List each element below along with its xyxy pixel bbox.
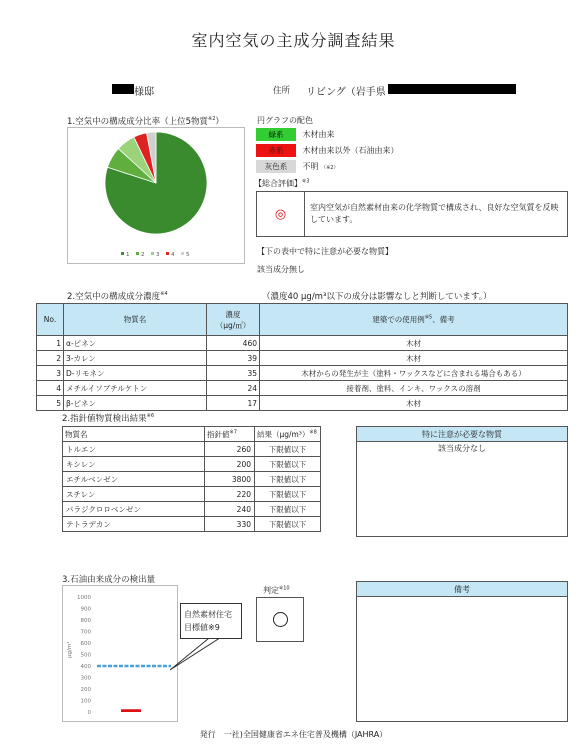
page-title: 室内空気の主成分調査結果 bbox=[191, 31, 396, 50]
guideline-row bbox=[63, 487, 321, 502]
col-result: 結果$(\mu g/m^3)^{※8}$ bbox=[255, 427, 321, 442]
row-substance: テトラデカン bbox=[63, 517, 205, 532]
pie-legend-label: 3 bbox=[156, 252, 160, 258]
concentration-table bbox=[36, 303, 568, 411]
attention-value: 該当成分なし bbox=[438, 444, 486, 453]
attention-box bbox=[356, 426, 568, 537]
section3-heading: 3.石油由来成分の検出量 bbox=[62, 575, 156, 585]
evaluation-symbol-cell bbox=[257, 192, 305, 236]
guideline-row bbox=[63, 442, 321, 457]
section1-heading: 1.空気中の構成成分比率（上位5物質$^{※2}$） bbox=[67, 116, 224, 127]
guideline-row bbox=[63, 472, 321, 487]
guideline-row bbox=[63, 502, 321, 517]
pie-legend-label: 5 bbox=[186, 252, 190, 258]
row-result: 下限値以下 bbox=[255, 517, 321, 532]
col-no: No. bbox=[37, 304, 64, 336]
row-name: β-ピネン bbox=[64, 396, 207, 411]
gray-text: 不明 bbox=[302, 162, 319, 171]
y-tick-label: 800 bbox=[80, 618, 91, 624]
concentration-row bbox=[37, 336, 568, 351]
guideline-row bbox=[63, 517, 321, 532]
y-tick-label: 500 bbox=[80, 652, 91, 659]
row-name: α-ピネン bbox=[64, 336, 207, 351]
pie-legend-label: 2 bbox=[141, 252, 145, 258]
section2-heading: 2.空気中の構成成分濃度$^{※4}$ bbox=[67, 291, 168, 302]
remarks-heading: 備考 bbox=[357, 582, 567, 597]
concentration-row bbox=[37, 381, 568, 396]
y-tick-label: 600 bbox=[80, 641, 91, 647]
gray-swatch: 灰色系 bbox=[256, 160, 296, 173]
gray-note: （※2） bbox=[321, 165, 339, 171]
y-tick-label: 300 bbox=[80, 675, 91, 682]
double-circle-icon: ◎ bbox=[274, 206, 287, 222]
green-text: 木材由来 bbox=[302, 130, 335, 139]
col-guide: 指針値$^{※7}$ bbox=[205, 427, 255, 442]
pie-legend-row-green bbox=[256, 128, 560, 142]
judgement-label: 判定$^{※10}$ bbox=[263, 585, 290, 595]
pie-legend-row-red bbox=[256, 144, 560, 158]
col-name: 物質名 bbox=[64, 304, 207, 336]
row-no: 5 bbox=[37, 396, 64, 411]
row-guide: 330 bbox=[205, 517, 255, 532]
callout-line-1: 自然素材住宅 bbox=[184, 610, 232, 619]
redacted-address bbox=[388, 84, 516, 94]
evaluation-box bbox=[256, 191, 568, 237]
evaluation-text: 室内空気が自然素材由来の化学物質で構成され、良好な空気質を反映しています。 bbox=[310, 203, 559, 224]
row-name: 3-カレン bbox=[64, 351, 207, 366]
pie-chart bbox=[68, 128, 244, 263]
guideline-table bbox=[62, 426, 321, 532]
row-substance: キシレン bbox=[63, 457, 205, 472]
col-substance: 物質名 bbox=[63, 427, 205, 442]
pie-chart-box bbox=[67, 127, 245, 264]
pie-legend-swatch bbox=[166, 252, 169, 255]
pie-legend-swatch bbox=[121, 252, 124, 255]
pie-legend-swatch bbox=[181, 252, 184, 255]
row-result: 下限値以下 bbox=[255, 442, 321, 457]
col-use: 建築での使用例$^{※5}$、備考 bbox=[260, 304, 568, 336]
callout-line-2: 目標値※9 bbox=[184, 623, 220, 632]
redacted-client-name bbox=[112, 84, 134, 94]
row-result: 下限値以下 bbox=[255, 472, 321, 487]
remarks-box bbox=[356, 581, 568, 722]
y-tick-label: 0 bbox=[87, 710, 91, 716]
row-name: D-リモネン bbox=[64, 366, 207, 381]
section2b-heading: 2.指針値物質検出結果$^{※6}$ bbox=[62, 413, 154, 424]
row-conc: 24 bbox=[207, 381, 260, 396]
row-conc: 17 bbox=[207, 396, 260, 411]
concentration-row bbox=[37, 396, 568, 411]
petroleum-bar bbox=[121, 709, 141, 712]
col-conc: 濃度 （μg/㎥） bbox=[207, 304, 260, 336]
green-swatch: 緑系 bbox=[256, 128, 296, 141]
row-no: 2 bbox=[37, 351, 64, 366]
client-suffix: 様邸 bbox=[134, 87, 154, 98]
y-tick-label: 400 bbox=[80, 664, 91, 670]
row-conc: 460 bbox=[207, 336, 260, 351]
y-tick-label: 200 bbox=[80, 687, 91, 693]
row-use: 木材からの発生が主（塗料・ワックスなどに含まれる場合もある） bbox=[260, 366, 568, 381]
red-text: 木材由来以外（石油由来） bbox=[302, 146, 399, 155]
bar-chart bbox=[63, 586, 177, 721]
row-guide: 220 bbox=[205, 487, 255, 502]
footer-publisher: 発行 一社)全国健康省エネ住宅普及機構（JAHRA） bbox=[199, 730, 388, 739]
pie-legend-swatch bbox=[151, 252, 154, 255]
row-substance: エチルベンゼン bbox=[63, 472, 205, 487]
caution-value: 該当成分無し bbox=[257, 265, 305, 274]
row-result: 下限値以下 bbox=[255, 487, 321, 502]
concentration-header-row bbox=[37, 304, 568, 336]
target-callout bbox=[180, 603, 242, 639]
row-substance: パラジクロロベンゼン bbox=[63, 502, 205, 517]
row-no: 1 bbox=[37, 336, 64, 351]
row-use: 接着剤、塗料、インキ、ワックスの溶剤 bbox=[260, 381, 568, 396]
y-tick-label: 1000 bbox=[77, 595, 91, 601]
row-use: 木材 bbox=[260, 351, 568, 366]
row-guide: 240 bbox=[205, 502, 255, 517]
row-conc: 35 bbox=[207, 366, 260, 381]
row-no: 3 bbox=[37, 366, 64, 381]
concentration-row bbox=[37, 366, 568, 381]
red-swatch: 赤系 bbox=[256, 144, 296, 157]
pie-legend-label: 1 bbox=[126, 252, 130, 258]
pie-legend-swatch bbox=[136, 252, 139, 255]
y-axis-label: μg/m³ bbox=[67, 641, 73, 658]
row-result: 下限値以下 bbox=[255, 457, 321, 472]
row-use: 木材 bbox=[260, 336, 568, 351]
row-use: 木材 bbox=[260, 396, 568, 411]
row-conc: 39 bbox=[207, 351, 260, 366]
section2-note: （濃度40 μg/m³以下の成分は影響なしと判断しています。） bbox=[262, 292, 492, 302]
bar-chart-box bbox=[62, 585, 178, 722]
attention-heading: 特に注意が必要な物質 bbox=[357, 427, 567, 442]
judgement-box bbox=[256, 597, 304, 642]
circle-icon bbox=[273, 612, 288, 627]
pie-legend-label: 4 bbox=[171, 252, 175, 258]
y-tick-label: 100 bbox=[80, 698, 91, 705]
y-tick-label: 700 bbox=[80, 629, 91, 636]
caution-heading: 【下の表中で特に注意が必要な物質】 bbox=[257, 247, 393, 256]
row-guide: 200 bbox=[205, 457, 255, 472]
concentration-row bbox=[37, 351, 568, 366]
row-substance: トルエン bbox=[63, 442, 205, 457]
pie-legend-row-gray bbox=[256, 160, 560, 174]
row-no: 4 bbox=[37, 381, 64, 396]
row-result: 下限値以下 bbox=[255, 502, 321, 517]
address-label: 住所 bbox=[273, 86, 291, 96]
guideline-header-row bbox=[63, 427, 321, 442]
y-tick-label: 900 bbox=[80, 606, 91, 613]
row-guide: 260 bbox=[205, 442, 255, 457]
address-value: リビング（岩手県 bbox=[306, 87, 386, 98]
row-name: メチルイソブチルケトン bbox=[64, 381, 207, 396]
row-substance: スチレン bbox=[63, 487, 205, 502]
row-guide: 3800 bbox=[205, 472, 255, 487]
evaluation-heading: 【総合評価】$^{※3}$ bbox=[254, 178, 310, 188]
guideline-row bbox=[63, 457, 321, 472]
pie-legend-heading: 円グラフの配色 bbox=[257, 116, 313, 125]
